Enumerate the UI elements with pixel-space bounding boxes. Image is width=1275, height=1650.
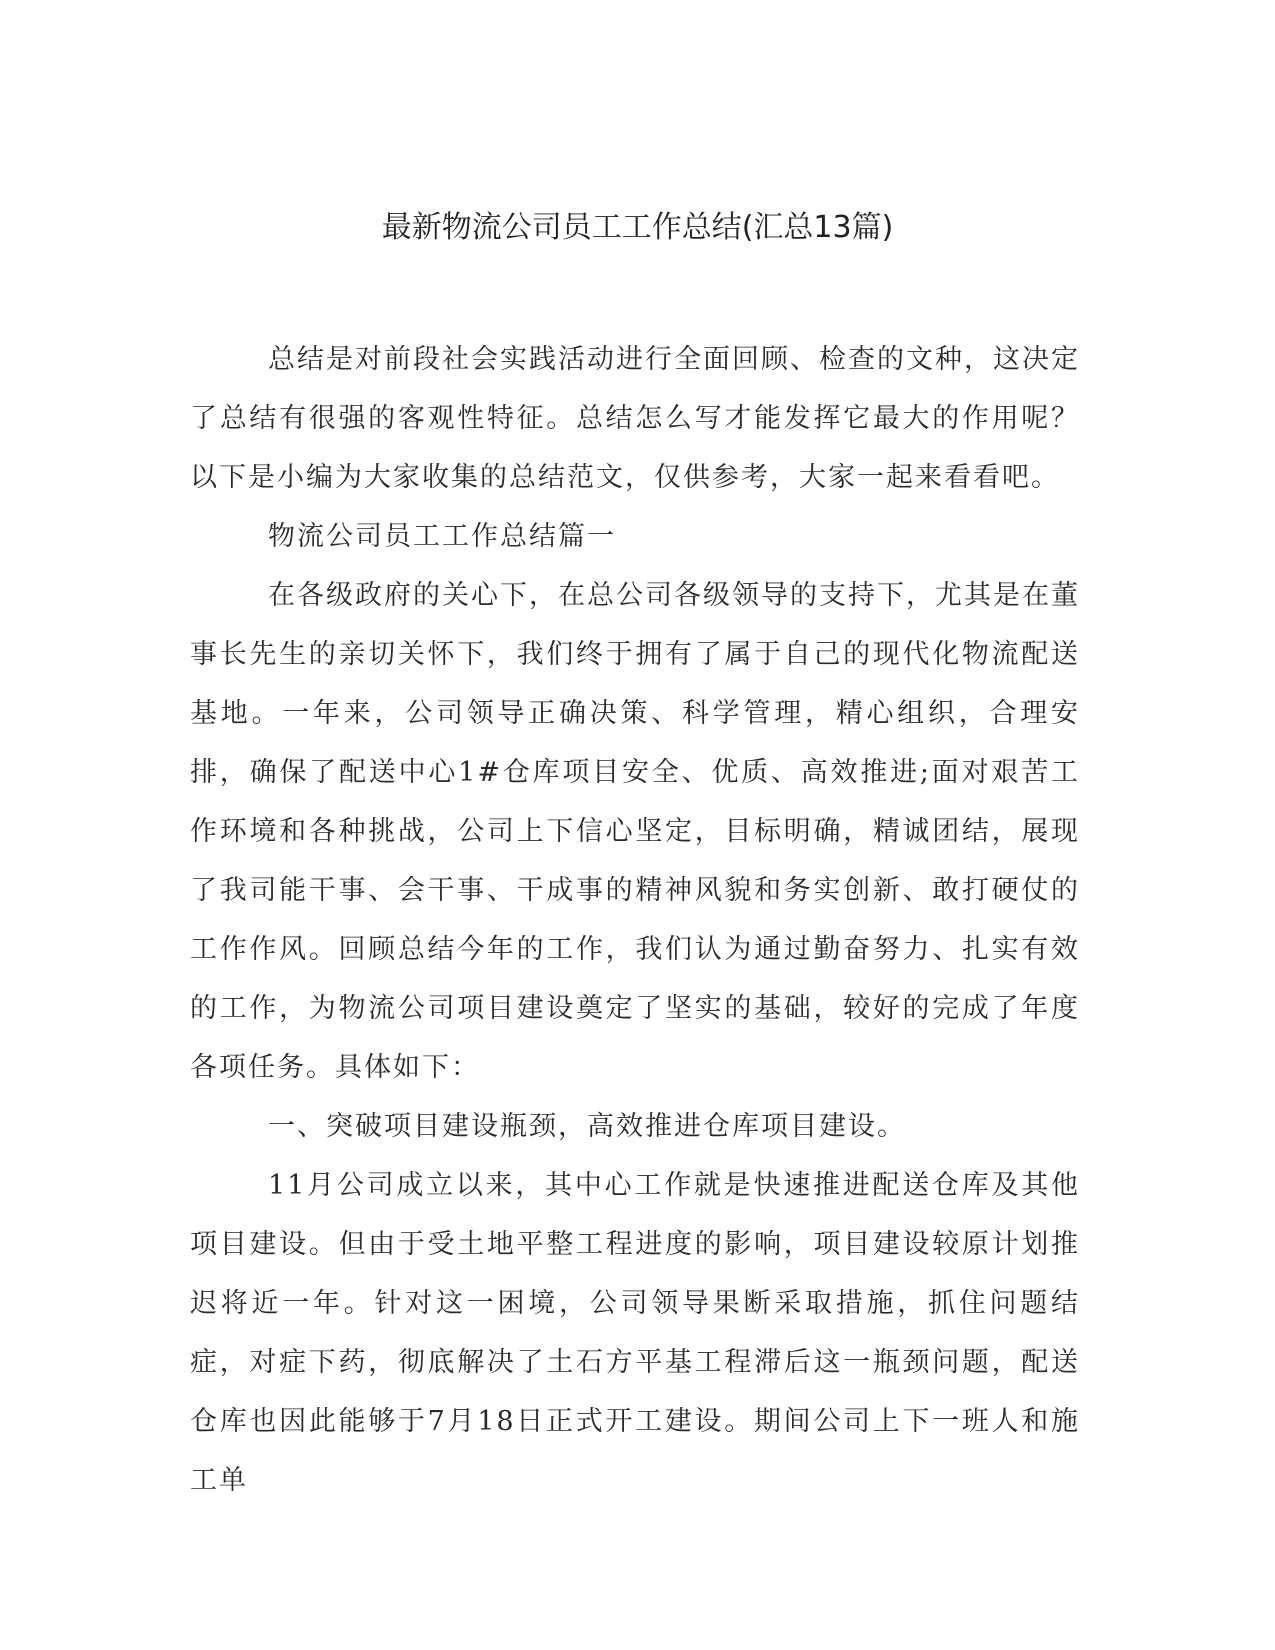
- intro-paragraph: 总结是对前段社会实践活动进行全面回顾、检查的文种，这决定了总结有很强的客观性特征。总结怎么写才能发挥它最大的作用呢？以下是小编为大家收集的总结范文，仅供参考，大家一起来看看吧。: [190, 344, 1080, 493]
- body-paragraph: 在各级政府的关心下，在总公司各级领导的支持下，尤其是在董事长先生的亲切关怀下，我们终于拥有了属于自己的现代化物流配送基地。一年来，公司领导正确决策、科学管理，精心组织，合理安排，确保了配送中心1#仓库项目安全、优质、高效推进;面对艰苦工作环境和各种挑战，公司上下信心坚定，目标明确，精诚团结，展现了我司能干事、会干事、干成事的精神风貌和务实创新、敢打硬仗的工作作风。回顾总结今年的工作，我们认为通过勤奋努力、扎实有效的工作，为物流公司项目建设奠定了坚实的基础，较好的完成了年度各项任务。具体如下：: [190, 580, 1080, 1083]
- section-heading: 物流公司员工工作总结篇一: [268, 521, 616, 552]
- document-title: 最新物流公司员工工作总结(汇总13篇): [381, 210, 894, 245]
- subsection-heading: 一、突破项目建设瓶颈，高效推进仓库项目建设。: [268, 1111, 906, 1142]
- document-body: [190, 330, 1080, 1510]
- body-paragraph: 11月公司成立以来，其中心工作就是快速推进配送仓库及其他项目建设。但由于受土地平整工程进度的影响，项目建设较原计划推迟将近一年。针对这一困境，公司领导果断采取措施，抓住问题结症，对症下药，彻底解决了土石方平基工程滞后这一瓶颈问题，配送仓库也因此能够于7月18日正式开工建设。期间公司上下一班人和施工单: [190, 1170, 1080, 1496]
